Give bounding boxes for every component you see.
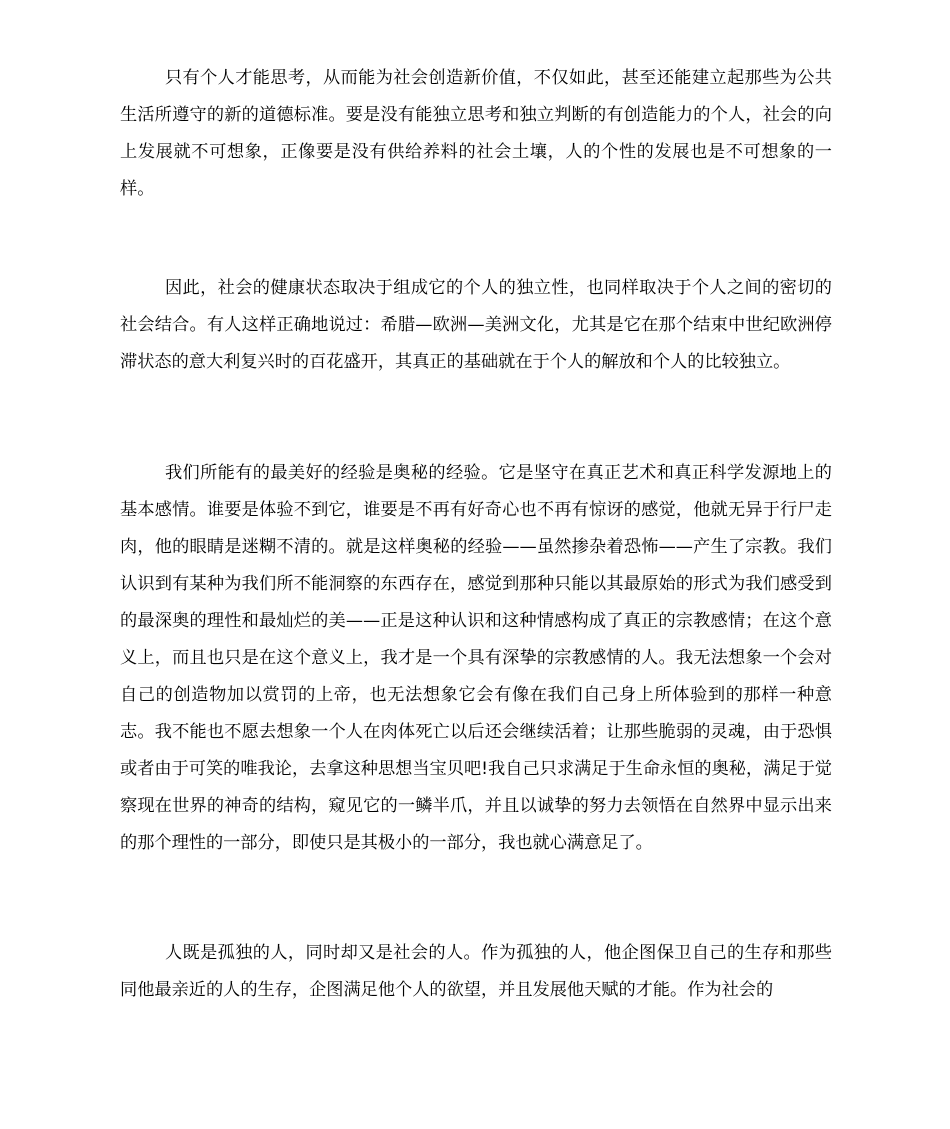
paragraph-individual-thinking: 只有个人才能思考，从而能为社会创造新价值，不仅如此，甚至还能建立起那些为公共生活所遵守的新的道德标准。要是没有能独立思考和独立判断的有创造能力的个人，社会的向上发展就不可想象，正像要是没有供给养料的社会土壤，人的个性的发展也是不可想象的一样。 [120, 68, 832, 199]
paragraph-social-health: 因此，社会的健康状态取决于组成它的个人的独立性，也同样取决于个人之间的密切的社会结合。有人这样正确地说过：希腊—欧洲—美洲文化，尤其是它在那个结束中世纪欧洲停滞状态的意大利复兴时的百花盛开，其真正的基础就在于个人的解放和个人的比较独立。 [120, 278, 832, 372]
paragraph-mysterious-experience: 我们所能有的最美好的经验是奥秘的经验。它是坚守在真正艺术和真正科学发源地上的基本感情。谁要是体验不到它，谁要是不再有好奇心也不再有惊讶的感觉，他就无异于行尸走肉，他的眼睛是迷糊不清的。就是这样奥秘的经验——虽然掺杂着恐怖——产生了宗教。我们认识到有某种为我们所不能洞察的东西存在，感觉到那种只能以其最原始的形式为我们感受到的最深奥的理性和最灿烂的美——正是这种认识和这种情感构成了真正的宗教感情；在这个意义上，而且也只是在这个意义上，我才是一个具有深挚的宗教感情的人。我无法想象一个会对自己的创造物加以赏罚的上帝，也无法想象它会有像在我们自己身上所体验到的那样一种意志。我不能也不愿去想象一个人在肉体死亡以后还会继续活着；让那些脆弱的灵魂，由于恐惧或者由于可笑的唯我论，去拿这种思想当宝贝吧!我自己只求满足于生命永恒的奥秘，满足于觉察现在世界的神奇的结构，窥见它的一鳞半爪，并且以诚挚的努力去领悟在自然界中显示出来的那个理性的一部分，即使只是其极小的一部分，我也就心满意足了。 [120, 463, 832, 853]
paragraph-solitary-and-social: 人既是孤独的人，同时却又是社会的人。作为孤独的人，他企图保卫自己的生存和那些同他最亲近的人的生存，企图满足他个人的欲望，并且发展他天赋的才能。作为社会的 [120, 943, 832, 1000]
